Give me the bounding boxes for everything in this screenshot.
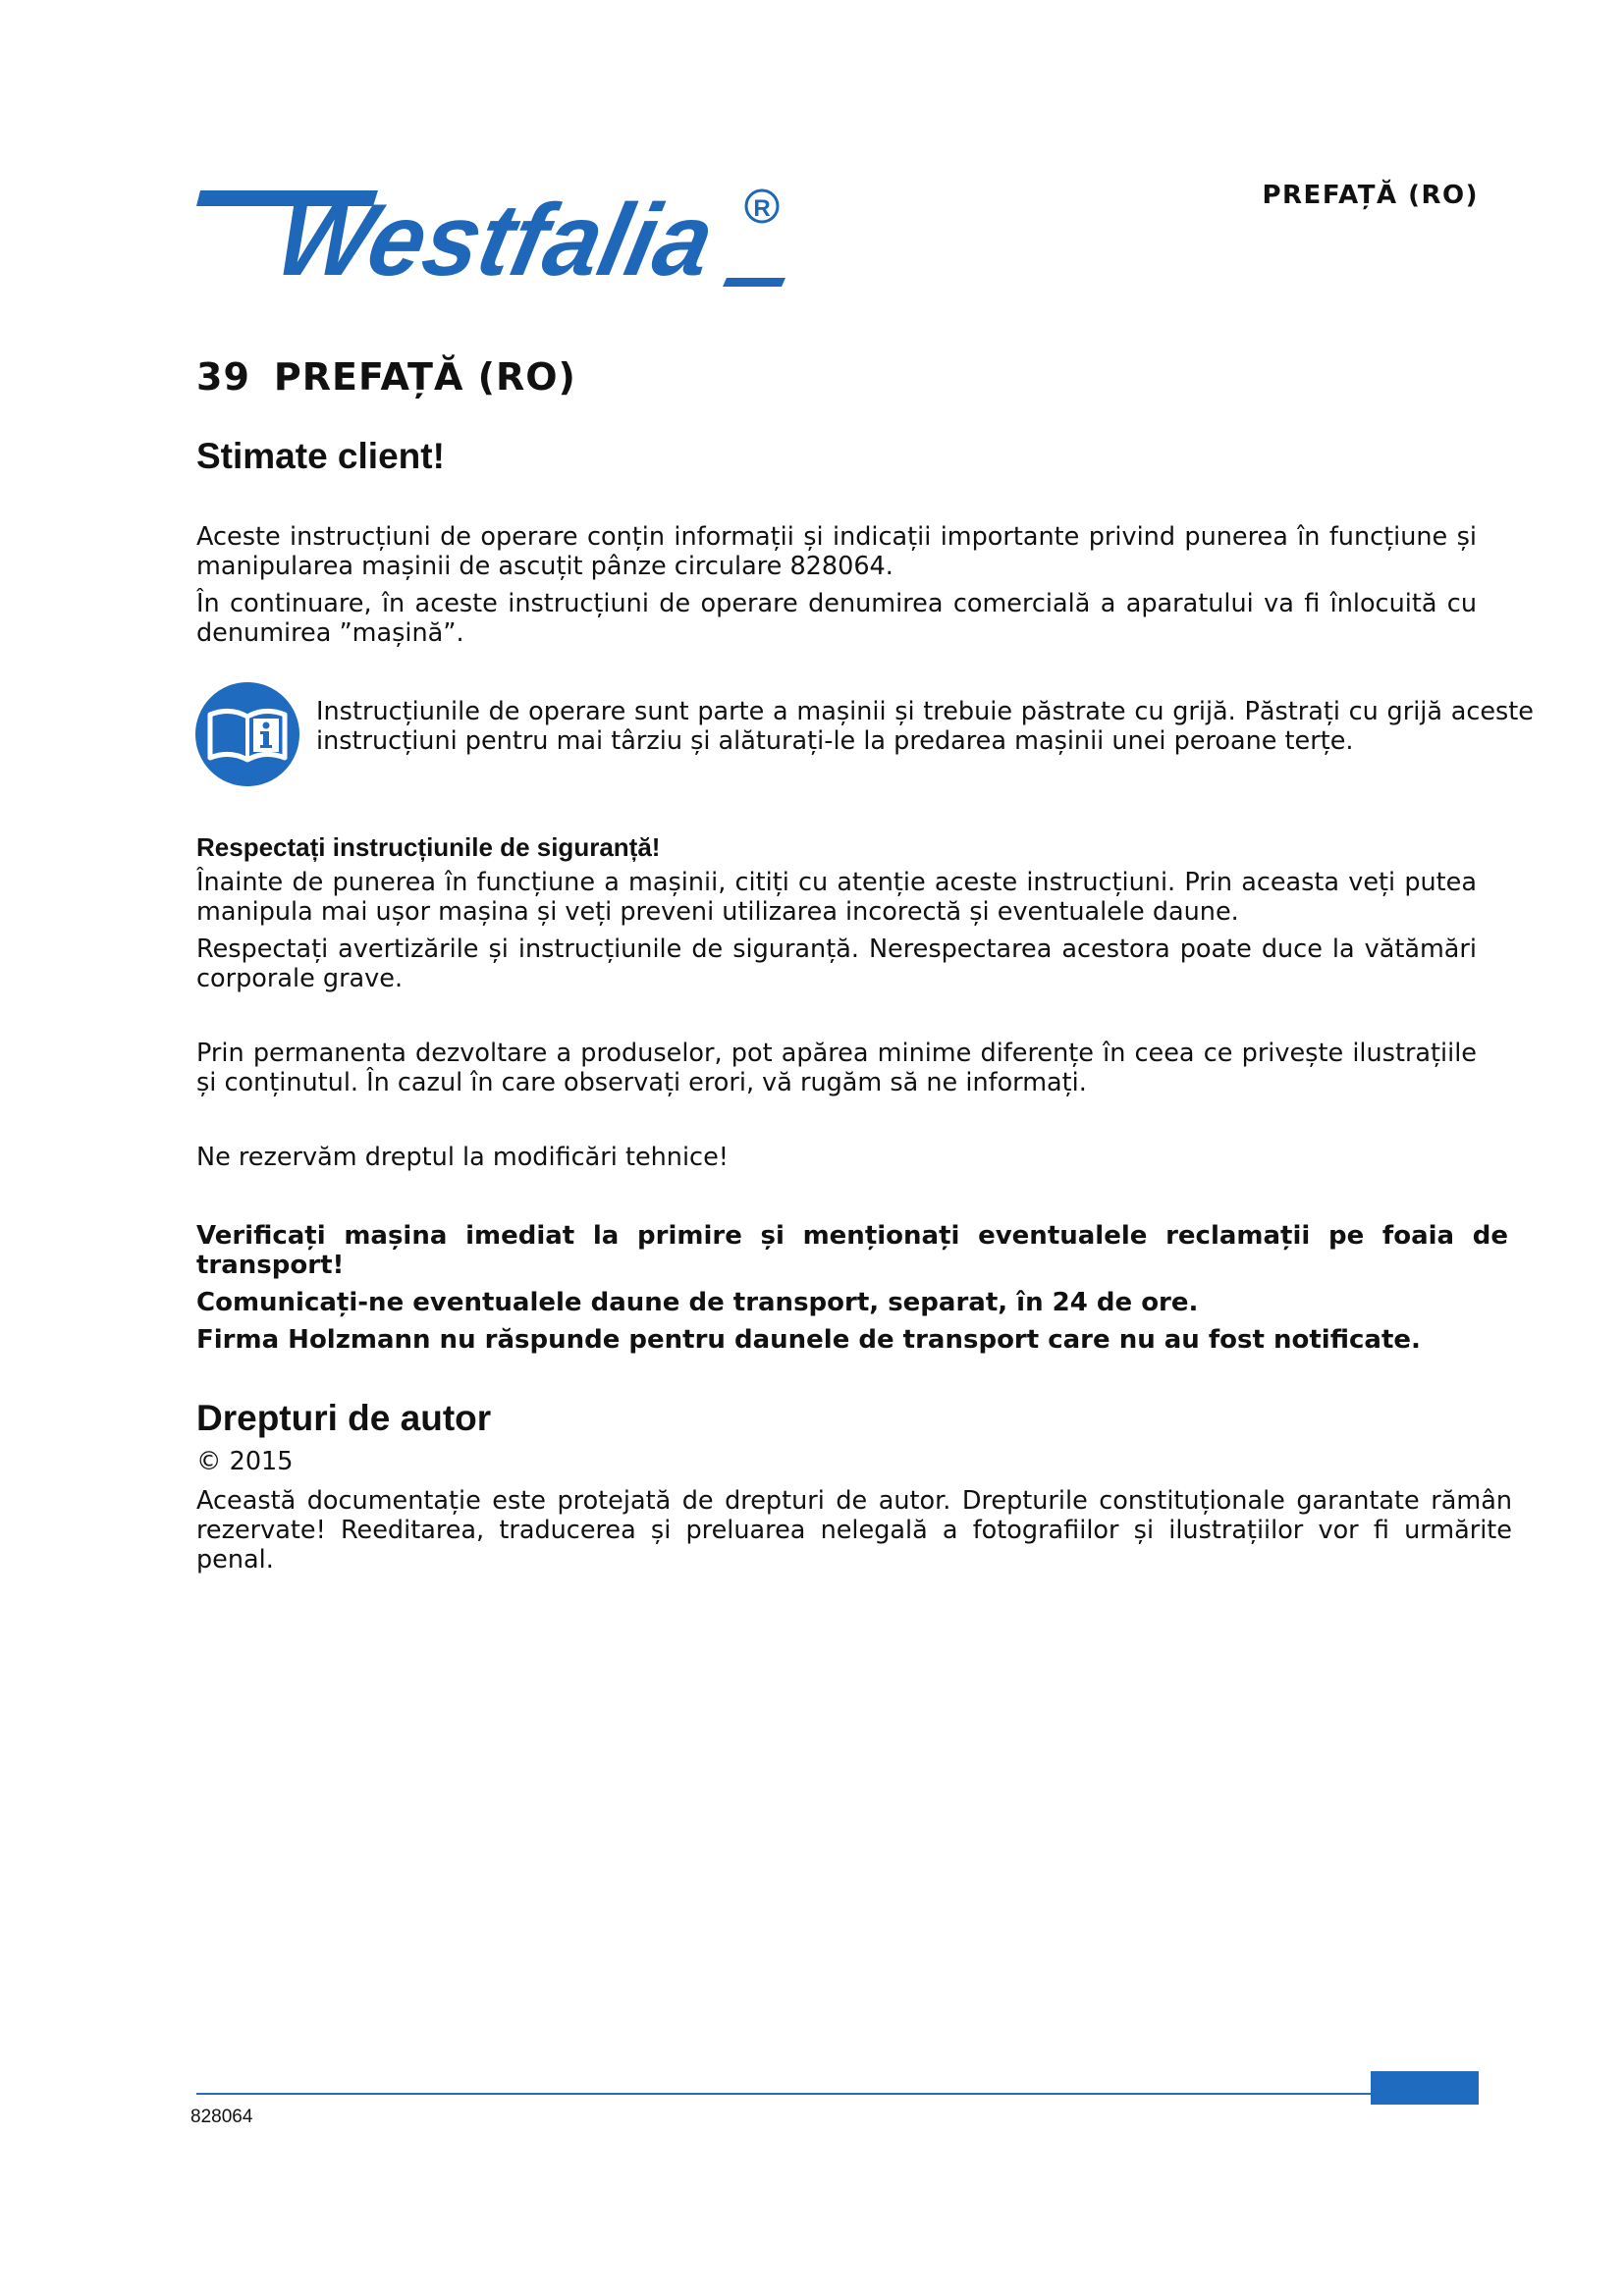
intro-paragraph-1: Aceste instrucțiuni de operare conțin informații și indicații importante privind punerea în funcțiune și manipularea mașinii de ascuțit pânze circulare 828064. bbox=[196, 522, 1477, 581]
safety-paragraph-2: Respectați avertizările și instrucțiunile de siguranță. Nerespectarea acestora poate duce la vătămări corporale grave. bbox=[196, 934, 1477, 993]
svg-text:R: R bbox=[753, 195, 771, 222]
transport-notice-1: Verificați mașina imediat la primire și menționați eventualele reclamații pe foaia de transport! bbox=[196, 1221, 1508, 1280]
section-title bbox=[196, 355, 576, 399]
transport-notice-3: Firma Holzmann nu răspunde pentru daunele de transport care nu au fost notificate. bbox=[196, 1325, 1421, 1355]
section-number: 39 bbox=[196, 355, 250, 399]
greeting-heading: Stimate client! bbox=[196, 436, 445, 476]
safety-paragraph-1: Înainte de punerea în funcțiune a mașinii, citiți cu atenție aceste instrucțiuni. Prin aceasta veți putea manipula mai ușor mașina și veți preveni utilizarea incorectă și eventualele daune. bbox=[196, 868, 1477, 927]
notice-text: Instrucțiunile de operare sunt parte a mașinii și trebuie păstrate cu grijă. Păstrați cu grijă aceste instrucțiuni pentru mai târziu și alăturați-le la predarea mașinii unei peroane terțe. bbox=[316, 697, 1534, 756]
development-note: Prin permanenta dezvoltare a produselor, pot apărea minime diferențe în ceea ce privește ilustrațiile și conținutul. În cazul în care observați erori, vă rugăm să ne informați. bbox=[196, 1039, 1477, 1097]
intro-paragraph-2: În continuare, în aceste instrucțiuni de operare denumirea comercială a aparatului va fi înlocuită cu denumirea ”mașină”. bbox=[196, 589, 1477, 648]
running-header: PREFAȚĂ (RO) bbox=[1262, 181, 1479, 210]
westfalia-logo bbox=[196, 177, 805, 294]
transport-notice-2: Comunicați-ne eventualele daune de transport, separat, în 24 de ore. bbox=[196, 1288, 1199, 1317]
footer-page-tab bbox=[1371, 2071, 1479, 2105]
footer-product-id: 828064 bbox=[190, 2107, 253, 2127]
footer-divider bbox=[196, 2093, 1479, 2095]
section-title-text: PREFAȚĂ (RO) bbox=[273, 355, 576, 399]
reserve-note: Ne rezervăm dreptul la modificări tehnice! bbox=[196, 1143, 729, 1172]
svg-text:Westfalia: Westfalia bbox=[266, 184, 738, 294]
westfalia-logo-graphic bbox=[196, 177, 805, 294]
safety-heading: Respectați instrucțiunile de siguranță! bbox=[196, 832, 661, 862]
copyright-year: © 2015 bbox=[196, 1447, 294, 1476]
info-manual-icon bbox=[194, 681, 300, 787]
copyright-text: Această documentație este protejată de drepturi de autor. Drepturile constituționale garantate rămân rezervate! Reeditarea, traducerea și preluarea nelegală a fotografiilor și ilustrațiilor vor fi urmărite penal. bbox=[196, 1486, 1512, 1575]
copyright-heading: Drepturi de autor bbox=[196, 1398, 492, 1438]
